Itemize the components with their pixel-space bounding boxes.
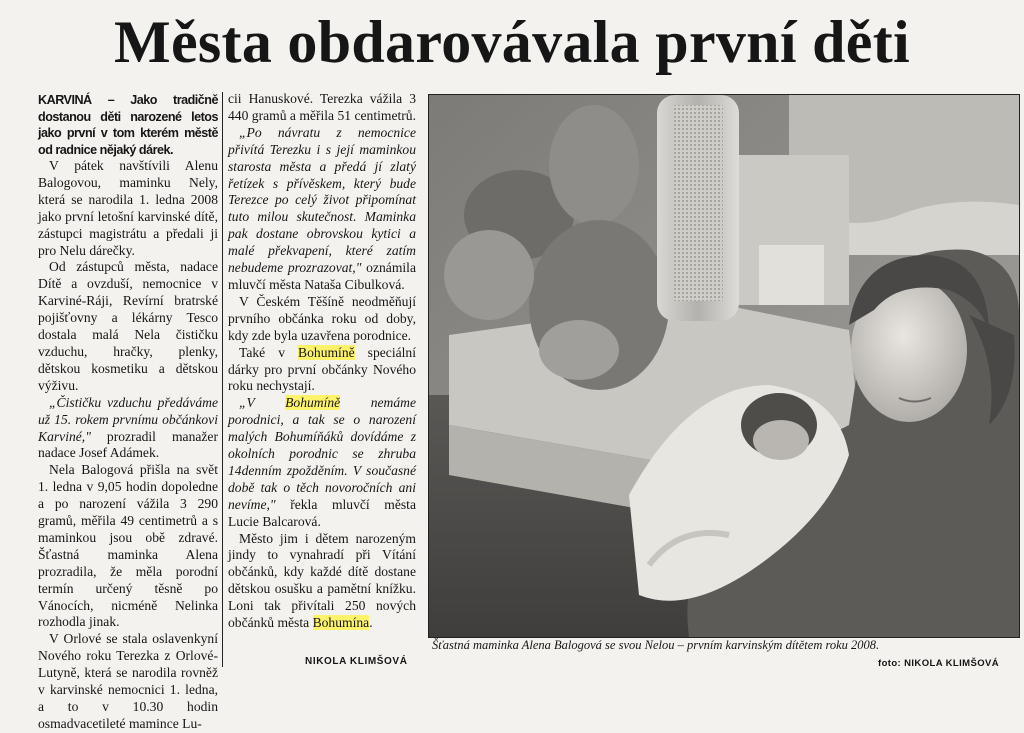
article-column-1 xyxy=(38,92,218,733)
news-photo xyxy=(428,94,1020,638)
quote-attribution: oznámila mluvčí města Nataša Cibulková. xyxy=(228,260,416,292)
paragraph: cii Hanuskové. Terezka vážila 3 440 gramů a měřila 51 centimetrů. xyxy=(228,91,416,123)
article-column-2 xyxy=(228,91,416,632)
paragraph: V pátek navštívili Alenu Balogovou, maminku Nely, která se narodila 1. ledna 2008 jako první letošní karvinské dítě, zástupci magistrátu a předali ji pro Nelu dárečky. xyxy=(38,158,218,258)
paragraph xyxy=(228,345,416,396)
quote-text: nemáme porodnici, a tak se o narození malých Bohumíňáků dovídáme z okolních porodnic se zhruba 14denním zpožděním. V současné době tak o těch novoročních ani nevíme," xyxy=(228,395,416,512)
quote-attribution: prozradil manažer nadace Josef Adámek. xyxy=(38,428,218,461)
highlighted-word: Bohumíně xyxy=(298,344,355,360)
quote-text: „Po návratu z nemocnice přivítá Terezku i s její maminkou starosta města a předá jí zlatý řetízek s přívěskem, který bude Terezce po celý život připomínat tuto milou skutečnost. Maminka pak dostane obrovskou kytici a malé překvapení, které zatím nebudeme prozrazovat," xyxy=(228,124,416,276)
photo-credit: foto: NIKOLA KLIMŠOVÁ xyxy=(878,658,999,669)
highlighted-word: Bohumína xyxy=(312,615,370,631)
quote-text: „V xyxy=(239,395,286,411)
quote-text: „Čističku vzduchu předáváme už 15. rokem prvnímu občánkovi Karviné," xyxy=(38,394,218,444)
headline: Města obdarovávala první děti xyxy=(114,9,910,75)
text-run: Město jim i dětem narozeným jindy to vynahradí při Vítání občánků, kdy každé dítě dostane dětskou osušku a pamětní knížku. Loni tak přivítali 250 nových občánků města xyxy=(228,530,416,631)
text-run: speciální dárky pro první občánky Nového roku nechystají. xyxy=(228,344,416,394)
paragraph: Od zástupců města, nadace Dítě a ovzduší, nemocnice v Karviné-Ráji, Revírní bratrské pojišťovny a lékárny Tesco dostala malá Nela čističku vzduchu, hračky, plenky, dětskou kosmetiku a dětskou výživu. xyxy=(38,259,218,393)
paragraph: Nela Balogová přišla na svět 1. ledna v 9,05 hodin dopoledne a po narození vážila 3 290 gramů, měřila 49 centimetrů a s maminkou jsou obě zdravé. Šťastná maminka Alena prozradila, že měla porodní termín určený těsně po Vánocích, nicméně Nelinka rozhodla jinak. xyxy=(38,462,218,630)
paragraph xyxy=(228,531,416,632)
text-run: . xyxy=(369,615,373,631)
quote-paragraph xyxy=(38,395,218,463)
quote-paragraph xyxy=(228,125,416,294)
text-run: Také v xyxy=(239,344,299,360)
paragraph: V Českém Těšíně neodměňují prvního občánka roku od doby, kdy zde byla uzavřena porodnice. xyxy=(228,293,416,343)
quote-attribution: řekla mluvčí města Lucie Balcarová. xyxy=(228,496,416,529)
lead-paragraph: KARVINÁ – Jako tradičně dostanou děti narozené letos jako první v tom kterém městě od radnice nějaký dárek. xyxy=(38,93,218,157)
highlighted-word: Bohumíně xyxy=(285,395,341,411)
author-byline: NIKOLA KLIMŠOVÁ xyxy=(305,656,408,667)
column-divider xyxy=(222,92,223,667)
quote-paragraph xyxy=(228,395,416,530)
photo-caption: Šťastná maminka Alena Balogová se svou Nelou – prvním karvinským dítětem roku 2008. xyxy=(432,638,880,652)
photo-illustration xyxy=(429,95,1019,637)
paragraph: V Orlové se stala oslavenkyní Nového roku Terezka z Orlové-Lutyně, která se narodila rovněž v karvinské nemocnici 1. ledna, a to v 10.30 hodin osmadvacetileté mamince Lu- xyxy=(38,631,218,731)
